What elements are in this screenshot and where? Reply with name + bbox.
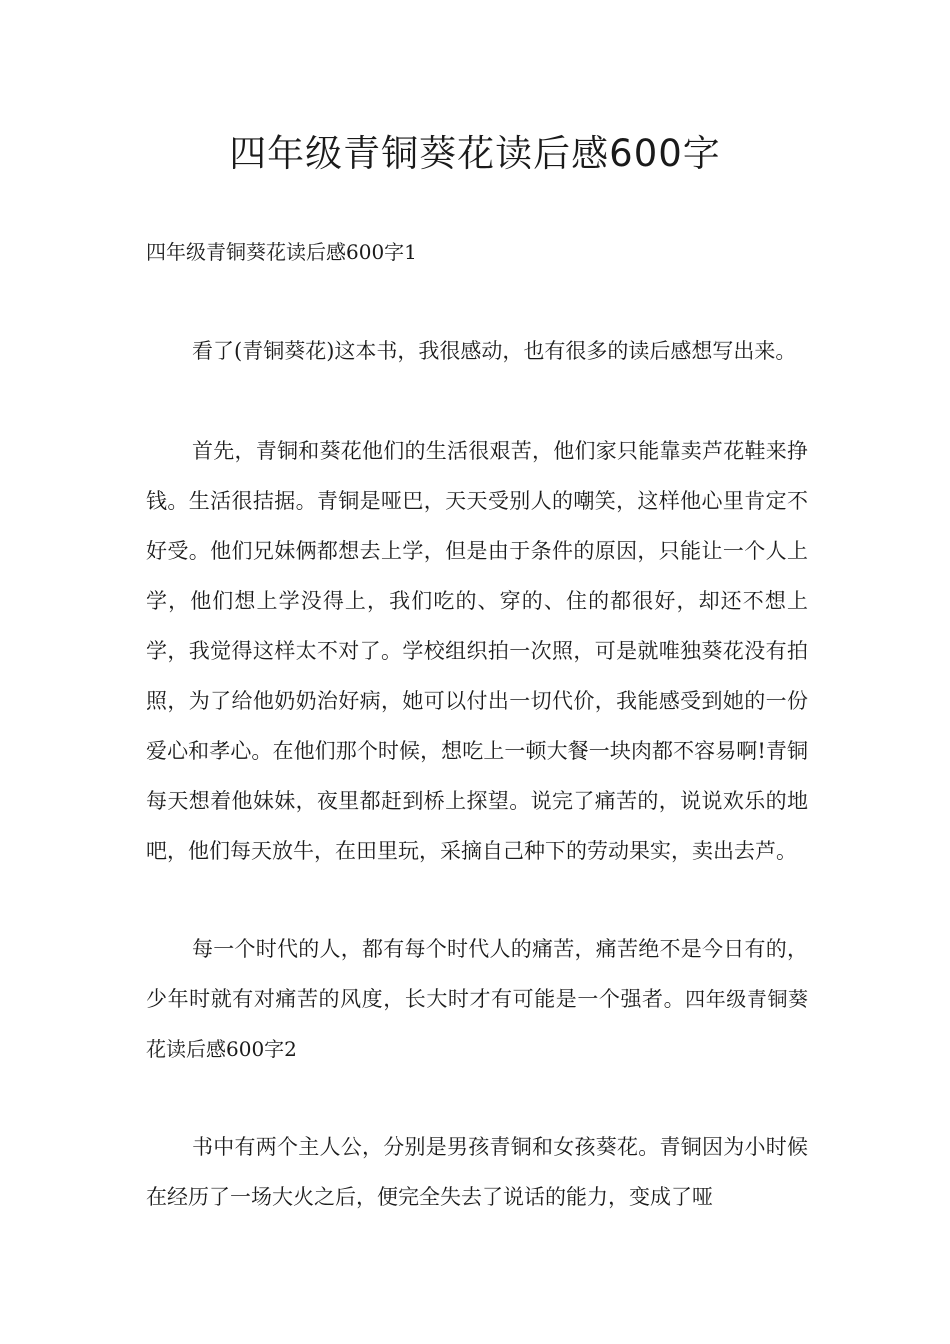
- paragraph-1: 看了(青铜葵花)这本书，我很感动，也有很多的读后感想写出来。: [192, 339, 797, 363]
- paragraph-2: 首先，青铜和葵花他们的生活很艰苦，他们家只能靠卖芦花鞋来挣钱。生活很拮据。青铜是哑巴，天天受别人的嘲笑，这样他心里肯定不好受。他们兄妹俩都想去上学，但是由于条件的原因，只能让一个人上学，他们想上学没得上，我们吃的、穿的、住的都很好，却还不想上学，我觉得这样太不对了。学校组织拍一次照，可是就唯独葵花没有拍照，为了给他奶奶治好病，她可以付出一切代价，我能感受到她的一份爱心和孝心。在他们那个时候，想吃上一顿大餐一块肉都不容易啊!青铜每天想着他妹妹，夜里都赶到桥上探望。说完了痛苦的，说说欢乐的地吧，他们每天放牛，在田里玩，采摘自己种下的劳动果实，卖出去芦。: [146, 439, 808, 863]
- document-title: 四年级青铜葵花读后感600字: [229, 132, 721, 175]
- paragraph-3-text: 每一个时代的人，都有每个时代人的痛苦，痛苦绝不是今日有的，少年时就有对痛苦的风度，长大时才有可能是一个强者。: [146, 937, 808, 1011]
- paragraph-4: 书中有两个主人公，分别是男孩青铜和女孩葵花。青铜因为小时候在经历了一场大火之后，便完全失去了说话的能力，变成了哑: [146, 1135, 808, 1209]
- section-heading-1: 四年级青铜葵花读后感600字1: [146, 240, 417, 264]
- paragraph-3: [146, 924, 808, 1074]
- section-heading-2: 四年级青铜葵花读后感600字2: [146, 987, 809, 1061]
